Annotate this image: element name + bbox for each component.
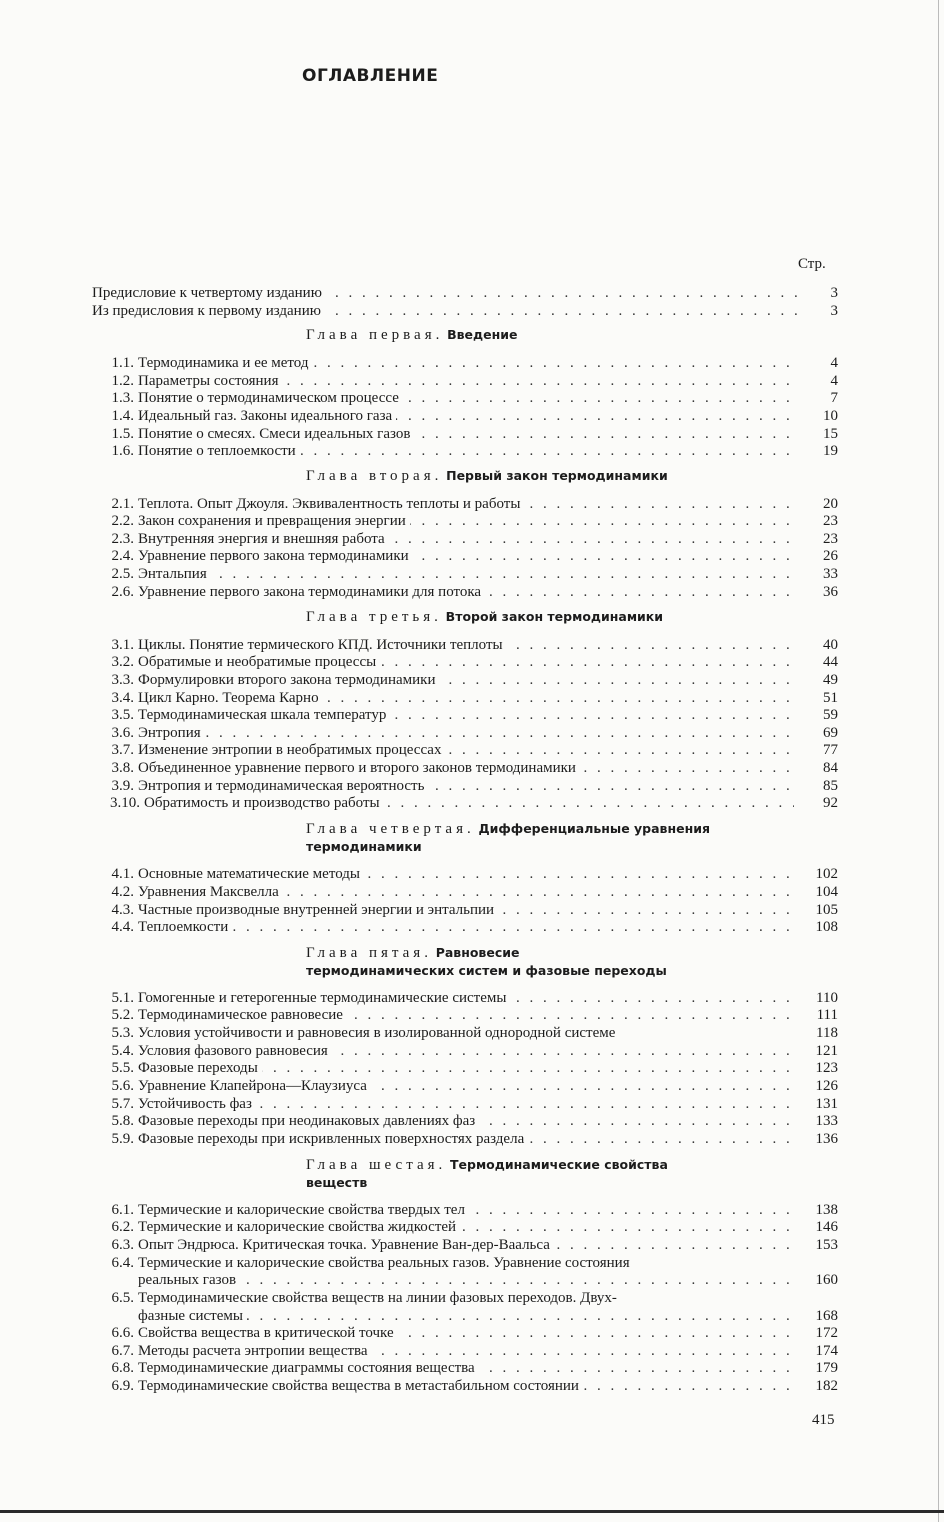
- entry-page: 108: [815, 919, 838, 935]
- entry-number: 5.1.: [111, 990, 134, 1006]
- toc-entry[interactable]: [0, 1236, 944, 1254]
- toc-entry[interactable]: [0, 1077, 944, 1095]
- entry-number: 6.3.: [111, 1237, 134, 1253]
- entry-number: 1.6.: [111, 443, 134, 459]
- entry-number: 6.6.: [111, 1325, 134, 1341]
- entry-number: 5.9.: [111, 1131, 134, 1147]
- toc-entry[interactable]: [0, 1042, 944, 1060]
- entry-page: 168: [815, 1308, 838, 1324]
- toc-entry[interactable]: [0, 883, 944, 901]
- entry-title: Изменение энтропии в необратимых процессах: [138, 742, 445, 758]
- entry-title: Энтропия: [138, 725, 205, 741]
- chapter-label: Глава вторая.: [306, 468, 443, 484]
- entry-number: 4.3.: [111, 902, 134, 918]
- toc-entry[interactable]: [0, 918, 944, 936]
- entry-title: Понятие о термодинамическом процессе: [138, 390, 403, 406]
- entry-title: Понятие о теплоемкости: [138, 443, 300, 459]
- toc-entry-cont[interactable]: [0, 1307, 944, 1325]
- entry-page: 3: [830, 285, 838, 301]
- entry-title: Термические и калорические свойства реальных газов. Уравнение состояния: [138, 1255, 634, 1271]
- toc-entry[interactable]: [0, 1201, 944, 1219]
- entry-page: 51: [823, 690, 838, 706]
- entry-title: Обратимые и необратимые процессы: [138, 654, 380, 670]
- entry-page: 110: [816, 990, 838, 1006]
- chapter-heading: [306, 944, 519, 962]
- toc-entry[interactable]: [0, 1359, 944, 1377]
- chapter-title: Термодинамические свойства: [450, 1157, 668, 1172]
- entry-number: 6.9.: [111, 1378, 134, 1394]
- entry-number: 3.10.: [110, 795, 140, 811]
- entry-page: 69: [823, 725, 838, 741]
- entry-title: Энтропия и термодинамическая вероятность: [138, 778, 428, 794]
- chapter-heading: [306, 608, 663, 626]
- entry-page: 160: [815, 1272, 838, 1288]
- toc-entry[interactable]: [0, 724, 944, 742]
- entry-number: 5.8.: [111, 1113, 134, 1129]
- entry-number: 5.2.: [111, 1007, 134, 1023]
- toc-entry[interactable]: [0, 689, 944, 707]
- entry-number: 2.6.: [111, 584, 134, 600]
- entry-page: 131: [815, 1096, 838, 1112]
- chapter-title: Введение: [447, 327, 518, 342]
- entry-number: 3.6.: [111, 725, 134, 741]
- entry-page: 49: [823, 672, 838, 688]
- toc-entry[interactable]: [0, 425, 944, 443]
- entry-page: 126: [815, 1078, 838, 1094]
- entry-page: 105: [815, 902, 838, 918]
- entry-title: Понятие о смесях. Смеси идеальных газов: [138, 426, 414, 442]
- chapter-heading: [306, 1156, 668, 1174]
- entry-page: 19: [823, 443, 838, 459]
- toc-entry[interactable]: [0, 1289, 944, 1307]
- entry-number: 2.4.: [111, 548, 134, 564]
- chapter-heading: [306, 467, 668, 485]
- toc-entry[interactable]: [0, 1324, 944, 1342]
- entry-title: Термические и калорические свойства твердых тел: [138, 1202, 469, 1218]
- entry-title-cont: фазные системы: [138, 1308, 247, 1324]
- toc-entry[interactable]: [0, 1218, 944, 1236]
- entry-number: 5.6.: [111, 1078, 134, 1094]
- chapter-heading-cont: [306, 1174, 367, 1192]
- entry-title: Уравнение Клапейрона—Клаузиуса: [138, 1078, 371, 1094]
- entry-title: Термодинамические диаграммы состояния вещества: [138, 1360, 479, 1376]
- toc-entry[interactable]: [0, 354, 944, 372]
- entry-number: 3.3.: [111, 672, 134, 688]
- toc-entry[interactable]: [0, 530, 944, 548]
- entry-title: Фазовые переходы при искривленных поверхностях раздела: [138, 1131, 528, 1147]
- entry-title: Теплота. Опыт Джоуля. Эквивалентность теплоты и работы: [138, 496, 524, 512]
- page-number: 415: [812, 1412, 835, 1428]
- entry-number: 1.3.: [111, 390, 134, 406]
- entry-number: 3.4.: [111, 690, 134, 706]
- chapter-label: Глава третья.: [306, 609, 442, 625]
- chapter-heading: [306, 820, 710, 838]
- entry-number: 6.7.: [111, 1343, 134, 1359]
- entry-page: 20: [823, 496, 838, 512]
- chapter-heading: [306, 326, 517, 344]
- entry-page: 23: [823, 513, 838, 529]
- toc-entry[interactable]: [0, 372, 944, 390]
- entry-title: Из предисловия к первому изданию: [92, 303, 325, 319]
- page-title: ОГЛАВЛЕНИЕ: [302, 66, 439, 86]
- entry-page: 4: [830, 355, 838, 371]
- toc-entry[interactable]: [0, 794, 944, 812]
- chapter-title: Первый закон термодинамики: [446, 468, 668, 483]
- entry-page: 136: [815, 1131, 838, 1147]
- entry-title: Параметры состояния: [138, 373, 282, 389]
- entry-number: 2.1.: [111, 496, 134, 512]
- entry-title: Цикл Карно. Теорема Карно: [138, 690, 323, 706]
- chapter-label: Глава шестая.: [306, 1157, 447, 1173]
- entry-title: Термодинамическая шкала температур: [138, 707, 390, 723]
- entry-title: Предисловие к четвертому изданию: [92, 285, 326, 301]
- entry-page: 59: [823, 707, 838, 723]
- entry-title: Частные производные внутренней энергии и энтальпии: [138, 902, 498, 918]
- entry-title: Основные математические методы: [138, 866, 364, 882]
- entry-number: 4.1.: [111, 866, 134, 882]
- toc-entry[interactable]: [0, 1006, 944, 1024]
- entry-title: Термодинамическое равновесие: [138, 1007, 347, 1023]
- entry-page: 26: [823, 548, 838, 564]
- chapter-heading-cont: [306, 838, 422, 856]
- entry-title: Устойчивость фаз: [138, 1096, 256, 1112]
- toc-entry[interactable]: [0, 442, 944, 460]
- entry-number: 6.8.: [111, 1360, 134, 1376]
- entry-title: Термодинамические свойства вещества в метастабильном состоянии: [138, 1378, 583, 1394]
- toc-entry[interactable]: [0, 407, 944, 425]
- entry-title: Внутренняя энергия и внешняя работа: [138, 531, 389, 547]
- entry-title: Уравнение первого закона термодинамики для потока: [138, 584, 485, 600]
- bottom-rule: [0, 1510, 944, 1513]
- entry-page: 121: [815, 1043, 838, 1059]
- entry-title: Гомогенные и гетерогенные термодинамические системы: [138, 990, 510, 1006]
- entry-number: 5.3.: [111, 1025, 134, 1041]
- entry-number: 5.7.: [111, 1096, 134, 1112]
- entry-page: 77: [823, 742, 838, 758]
- entry-number: 4.4.: [111, 919, 134, 935]
- entry-title: Энтальпия: [138, 566, 211, 582]
- entry-title: Опыт Эндрюса. Критическая точка. Уравнение Ван-дер-Ваальса: [138, 1237, 554, 1253]
- chapter-title-cont: термодинамических систем и фазовые переходы: [306, 963, 667, 978]
- entry-number: 1.2.: [111, 373, 134, 389]
- entry-title-cont: реальных газов: [138, 1272, 240, 1288]
- toc-entry[interactable]: [0, 583, 944, 601]
- entry-page: 123: [815, 1060, 838, 1076]
- entry-page: 133: [815, 1113, 838, 1129]
- entry-title: Формулировки второго закона термодинамики: [138, 672, 439, 688]
- toc-entry[interactable]: [0, 865, 944, 883]
- entry-number: 4.2.: [111, 884, 134, 900]
- toc-entry[interactable]: [0, 671, 944, 689]
- toc-entry[interactable]: [0, 1254, 944, 1272]
- entry-number: 1.5.: [111, 426, 134, 442]
- toc-entry[interactable]: [0, 901, 944, 919]
- entry-number: 3.5.: [111, 707, 134, 723]
- toc-entry[interactable]: [0, 653, 944, 671]
- toc-entry[interactable]: [0, 989, 944, 1007]
- entry-page: 92: [823, 795, 838, 811]
- entry-number: 6.5.: [111, 1290, 134, 1306]
- entry-page: 10: [823, 408, 838, 424]
- entry-page: 85: [823, 778, 838, 794]
- toc-entry[interactable]: [0, 636, 944, 654]
- toc-entry[interactable]: [0, 777, 944, 795]
- toc-entry[interactable]: [0, 1130, 944, 1148]
- entry-number: 1.4.: [111, 408, 134, 424]
- entry-number: 6.4.: [111, 1255, 134, 1271]
- toc-entry[interactable]: [0, 1095, 944, 1113]
- entry-number: 3.2.: [111, 654, 134, 670]
- chapter-label: Глава четвертая.: [306, 821, 475, 837]
- entry-page: 33: [823, 566, 838, 582]
- entry-page: 172: [815, 1325, 838, 1341]
- toc-entry[interactable]: [0, 759, 944, 777]
- entry-number: 3.1.: [111, 637, 134, 653]
- toc-entry[interactable]: [0, 389, 944, 407]
- toc-entry[interactable]: [0, 284, 944, 302]
- entry-page: 182: [815, 1378, 838, 1394]
- entry-number: 2.5.: [111, 566, 134, 582]
- entry-page: 84: [823, 760, 838, 776]
- entry-page: 153: [815, 1237, 838, 1253]
- entry-title: Циклы. Понятие термического КПД. Источники теплоты: [138, 637, 507, 653]
- entry-page: 23: [823, 531, 838, 547]
- toc-entry[interactable]: [0, 302, 944, 320]
- entry-page: 138: [815, 1202, 838, 1218]
- entry-page: 111: [816, 1007, 838, 1023]
- toc-entry[interactable]: [0, 1377, 944, 1395]
- entry-title: Термические и калорические свойства жидкостей: [138, 1219, 460, 1235]
- entry-number: 5.4.: [111, 1043, 134, 1059]
- entry-title: Условия устойчивости и равновесия в изолированной однородной системе: [138, 1025, 619, 1041]
- entry-number: 2.3.: [111, 531, 134, 547]
- entry-title: Уравнения Максвелла: [138, 884, 283, 900]
- entry-page: 36: [823, 584, 838, 600]
- chapter-title: Равновесие: [435, 945, 520, 960]
- chapter-title: Второй закон термодинамики: [445, 609, 664, 624]
- entry-title: Фазовые переходы: [138, 1060, 262, 1076]
- entry-page: 118: [816, 1025, 838, 1041]
- toc-entry[interactable]: [0, 706, 944, 724]
- chapter-title-cont: веществ: [306, 1175, 368, 1190]
- entry-title: Уравнение первого закона термодинамики: [138, 548, 413, 564]
- entry-title: Теплоемкости: [138, 919, 232, 935]
- entry-title: Термодинамические свойства веществ на линии фазовых переходов. Двух-: [138, 1290, 621, 1306]
- entry-page: 179: [815, 1360, 838, 1376]
- entry-number: 5.5.: [111, 1060, 134, 1076]
- entry-title: Методы расчета энтропии вещества: [138, 1343, 372, 1359]
- toc-entry-cont[interactable]: [0, 1271, 944, 1289]
- entry-page: 174: [815, 1343, 838, 1359]
- chapter-title: Дифференциальные уравнения: [478, 821, 711, 836]
- toc-entry[interactable]: [0, 565, 944, 583]
- entry-number: 3.7.: [111, 742, 134, 758]
- entry-number: 3.9.: [111, 778, 134, 794]
- entry-number: 3.8.: [111, 760, 134, 776]
- entry-number: 1.1.: [111, 355, 134, 371]
- toc-entry[interactable]: [0, 1112, 944, 1130]
- toc-entry[interactable]: [0, 741, 944, 759]
- entry-title: Объединенное уравнение первого и второго законов термодинамики: [138, 760, 580, 776]
- chapter-label: Глава пятая.: [306, 945, 432, 961]
- entry-title: Фазовые переходы при неодинаковых давлениях фаз: [138, 1113, 479, 1129]
- toc-entry[interactable]: [0, 495, 944, 513]
- toc-entry[interactable]: [0, 1342, 944, 1360]
- entry-title: Закон сохранения и превращения энергии: [138, 513, 410, 529]
- entry-page: 3: [830, 303, 838, 319]
- entry-title: Обратимость и производство работы: [144, 795, 384, 811]
- chapter-title-cont: термодинамики: [306, 839, 422, 854]
- entry-title: Идеальный газ. Законы идеального газа: [138, 408, 396, 424]
- entry-number: 2.2.: [111, 513, 134, 529]
- page-column-header: Стр.: [798, 256, 826, 272]
- entry-page: 146: [815, 1219, 838, 1235]
- chapter-label: Глава первая.: [306, 327, 444, 343]
- entry-title: Условия фазового равновесия: [138, 1043, 332, 1059]
- entry-page: 40: [823, 637, 838, 653]
- entry-title: Термодинамика и ее метод: [138, 355, 312, 371]
- entry-page: 7: [830, 390, 838, 406]
- toc-entry[interactable]: [0, 1059, 944, 1077]
- entry-number: 6.1.: [111, 1202, 134, 1218]
- entry-page: 104: [815, 884, 838, 900]
- toc-entry[interactable]: [0, 547, 944, 565]
- entry-page: 4: [830, 373, 838, 389]
- toc-entry[interactable]: [0, 512, 944, 530]
- entry-page: 44: [823, 654, 838, 670]
- entry-number: 6.2.: [111, 1219, 134, 1235]
- entry-page: 15: [823, 426, 838, 442]
- chapter-heading-cont: [306, 962, 667, 980]
- toc-entry[interactable]: [0, 1024, 944, 1042]
- entry-title: Свойства вещества в критической точке: [138, 1325, 398, 1341]
- entry-page: 102: [815, 866, 838, 882]
